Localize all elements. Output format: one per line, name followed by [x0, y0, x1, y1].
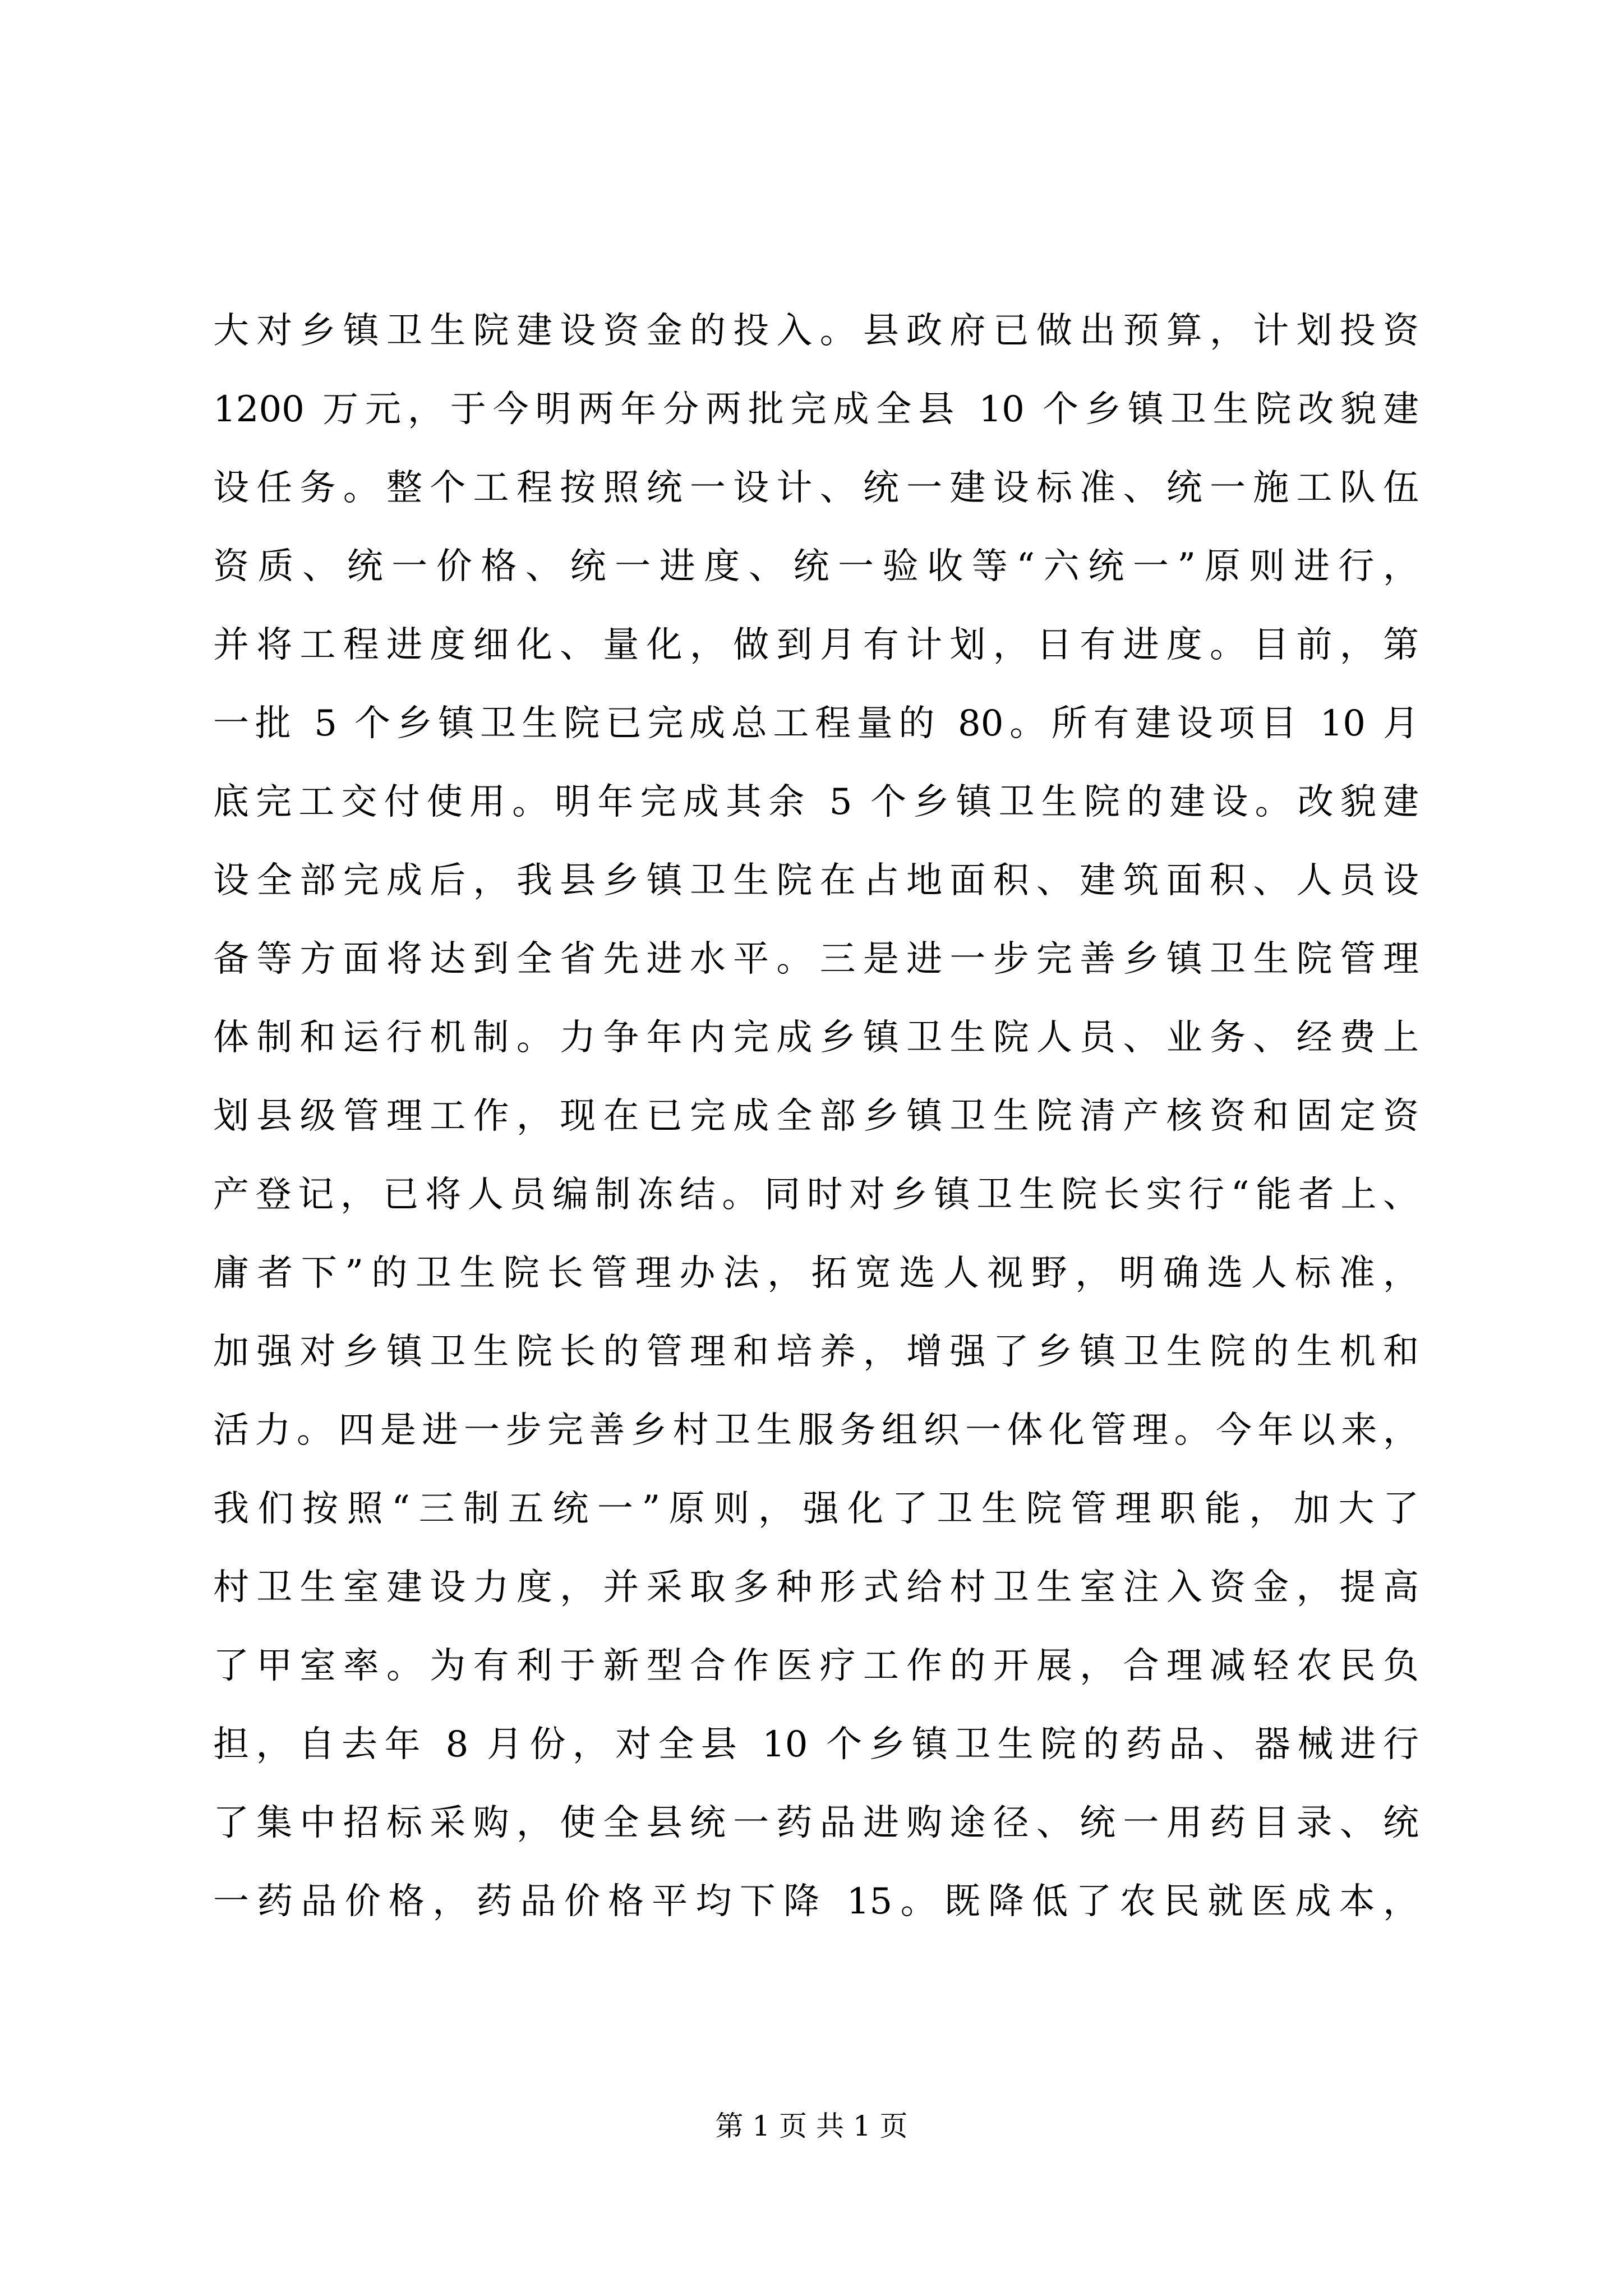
body-text [213, 292, 1419, 1941]
text-line: 庸者下”的卫生院长管理办法，拓宽选人视野，明确选人标准， [213, 1253, 1419, 1294]
text-line: 我们按照“三制五统一”原则，强化了卫生院管理职能，加大了 [213, 1488, 1419, 1530]
text-line: 担，自去年 8 月份，对全县 10 个乡镇卫生院的药品、器械进行 [213, 1724, 1419, 1765]
text-line: 1200 万元，于今明两年分两批完成全县 10 个乡镇卫生院改貌建 [213, 389, 1419, 430]
text-line: 资质、统一价格、统一进度、统一验收等“六统一”原则进行， [213, 546, 1419, 587]
text-line: 了甲室率。为有利于新型合作医疗工作的开展，合理减轻农民负 [213, 1645, 1419, 1687]
text-line: 划县级管理工作，现在已完成全部乡镇卫生院清产核资和固定资 [213, 1096, 1419, 1137]
text-line: 加强对乡镇卫生院长的管理和培养，增强了乡镇卫生院的生机和 [213, 1331, 1419, 1373]
text-line: 一批 5 个乡镇卫生院已完成总工程量的 80。所有建设项目 10 月 [213, 703, 1419, 744]
text-line: 一药品价格，药品价格平均下降 15。既降低了农民就医成本， [213, 1881, 1419, 1922]
text-line: 了集中招标采购，使全县统一药品进购途径、统一用药目录、统 [213, 1802, 1419, 1844]
text-line: 产登记，已将人员编制冻结。同时对乡镇卫生院长实行“能者上、 [213, 1174, 1419, 1216]
text-line: 活力。四是进一步完善乡村卫生服务组织一体化管理。今年以来， [213, 1410, 1419, 1451]
text-line: 并将工程进度细化、量化，做到月有计划，日有进度。目前，第 [213, 624, 1419, 666]
text-line: 设任务。整个工程按照统一设计、统一建设标准、统一施工队伍 [213, 467, 1419, 509]
page-footer: 第 1 页 共 1 页 [715, 2110, 908, 2142]
text-line: 设全部完成后，我县乡镇卫生院在占地面积、建筑面积、人员设 [213, 860, 1419, 901]
text-line: 备等方面将达到全省先进水平。三是进一步完善乡镇卫生院管理 [213, 938, 1419, 980]
text-line: 村卫生室建设力度，并采取多种形式给村卫生室注入资金，提高 [213, 1567, 1419, 1608]
text-line: 体制和运行机制。力争年内完成乡镇卫生院人员、业务、经费上 [213, 1017, 1419, 1059]
text-line: 大对乡镇卫生院建设资金的投入。县政府已做出预算，计划投资 [213, 310, 1419, 352]
text-line: 底完工交付使用。明年完成其余 5 个乡镇卫生院的建设。改貌建 [213, 781, 1419, 823]
